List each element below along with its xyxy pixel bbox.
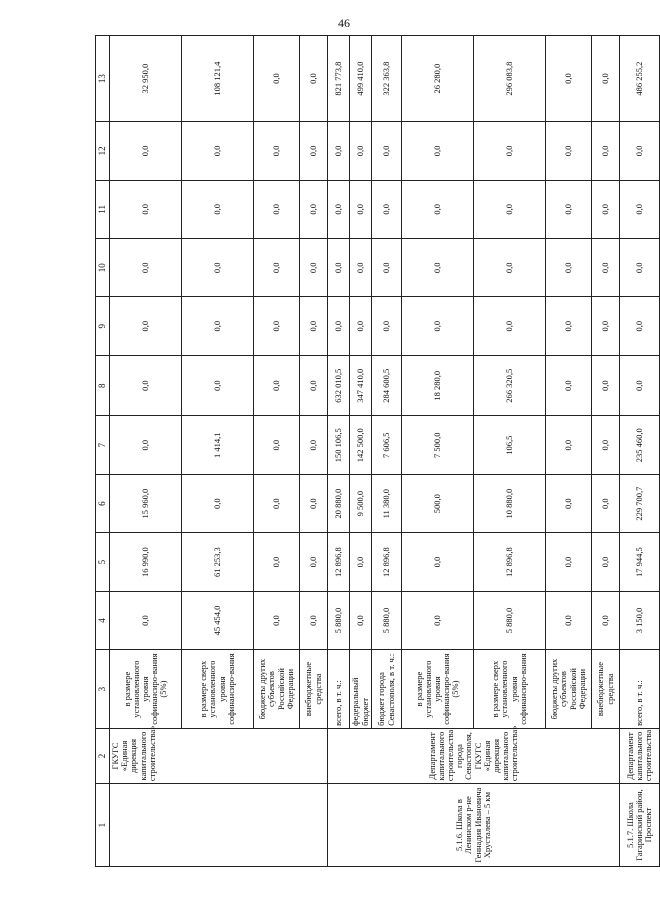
value-cell: 296 083,8: [474, 36, 546, 122]
header-row: [96, 36, 110, 867]
value-cell: 0,0: [546, 180, 592, 238]
value-cell: 0,0: [110, 180, 182, 238]
value-cell: 16 990,0: [110, 533, 182, 591]
value-cell: 142 500,0: [350, 416, 372, 474]
value-cell: 0,0: [182, 239, 254, 297]
value-cell: 0,0: [402, 297, 474, 355]
value-cell: 0,0: [474, 239, 546, 297]
value-cell: 11 380,0: [372, 474, 402, 532]
value-cell: 12 896,8: [372, 533, 402, 591]
value-cell: 0,0: [592, 180, 620, 238]
value-cell: 0,0: [350, 591, 372, 649]
value-cell: 0,0: [350, 122, 372, 180]
value-cell: 0,0: [474, 180, 546, 238]
value-cell: 15 960,0: [110, 474, 182, 532]
value-cell: 0,0: [620, 355, 660, 416]
value-cell: 0,0: [182, 297, 254, 355]
value-cell: 0,0: [328, 122, 350, 180]
value-cell: 26 280,0: [402, 36, 474, 122]
value-cell: 7 606,5: [372, 416, 402, 474]
value-cell: 0,0: [402, 533, 474, 591]
value-cell: 0,0: [328, 180, 350, 238]
org-cell: Департамент капитального строительства города Севастополя, ГКУГС «Единая дирекция капитального строительства»: [328, 728, 620, 783]
value-cell: 0,0: [110, 297, 182, 355]
source-cell: федеральный бюджет: [350, 650, 372, 729]
object-cell: 5.1.7. Школа Гагаринский район, Проспект: [620, 784, 660, 867]
value-cell: 0,0: [546, 36, 592, 122]
header-cell: 8: [96, 355, 110, 416]
value-cell: 0,0: [474, 122, 546, 180]
value-cell: 0,0: [546, 297, 592, 355]
value-cell: 0,0: [300, 36, 328, 122]
header-cell: 4: [96, 591, 110, 649]
header-cell: 7: [96, 416, 110, 474]
value-cell: 0,0: [402, 591, 474, 649]
value-cell: 61 253,3: [182, 533, 254, 591]
value-cell: 0,0: [402, 239, 474, 297]
org-cell: Департамент капитального строительства: [620, 728, 660, 783]
value-cell: 0,0: [592, 36, 620, 122]
value-cell: 7 500,0: [402, 416, 474, 474]
source-cell: всего, в т. ч.:: [620, 650, 660, 729]
value-cell: 322 363,8: [372, 36, 402, 122]
value-cell: 500,0: [402, 474, 474, 532]
value-cell: 5 880,0: [474, 591, 546, 649]
value-cell: 0,0: [350, 297, 372, 355]
budget-table: [95, 35, 660, 867]
value-cell: 0,0: [254, 533, 300, 591]
table-row: [620, 36, 660, 867]
value-cell: 0,0: [182, 180, 254, 238]
value-cell: 0,0: [254, 36, 300, 122]
source-cell: бюджеты других субъектов Российской Федерации: [254, 650, 300, 729]
value-cell: 0,0: [300, 239, 328, 297]
source-cell: в размере сверх установленного уровня софинансиро-вания: [474, 650, 546, 729]
table-row: [110, 36, 182, 867]
value-cell: 0,0: [620, 297, 660, 355]
value-cell: 347 410,0: [350, 355, 372, 416]
value-cell: 0,0: [300, 474, 328, 532]
header-cell: 2: [96, 728, 110, 783]
source-cell: внебюджетные средства: [300, 650, 328, 729]
value-cell: 0,0: [300, 533, 328, 591]
source-cell: бюджет города Севастополя, в т. ч.:: [372, 650, 402, 729]
value-cell: 0,0: [620, 239, 660, 297]
value-cell: 0,0: [182, 474, 254, 532]
object-cell: [110, 784, 328, 867]
value-cell: 0,0: [402, 180, 474, 238]
value-cell: 0,0: [546, 591, 592, 649]
value-cell: 0,0: [110, 416, 182, 474]
value-cell: 0,0: [372, 180, 402, 238]
value-cell: 0,0: [110, 122, 182, 180]
value-cell: 10 880,0: [474, 474, 546, 532]
value-cell: 0,0: [372, 297, 402, 355]
value-cell: 0,0: [592, 533, 620, 591]
value-cell: 0,0: [350, 239, 372, 297]
value-cell: 12 896,8: [328, 533, 350, 591]
value-cell: 0,0: [254, 416, 300, 474]
value-cell: 20 880,0: [328, 474, 350, 532]
value-cell: 0,0: [546, 239, 592, 297]
value-cell: 632 010,5: [328, 355, 350, 416]
value-cell: 45 454,0: [182, 591, 254, 649]
value-cell: 32 950,0: [110, 36, 182, 122]
value-cell: 0,0: [182, 122, 254, 180]
source-cell: внебюджетные средства: [592, 650, 620, 729]
value-cell: 0,0: [546, 533, 592, 591]
value-cell: 5 880,0: [372, 591, 402, 649]
header-cell: 13: [96, 36, 110, 122]
header-cell: 10: [96, 239, 110, 297]
value-cell: 229 700,7: [620, 474, 660, 532]
value-cell: 0,0: [254, 297, 300, 355]
value-cell: 0,0: [328, 239, 350, 297]
value-cell: 0,0: [254, 355, 300, 416]
value-cell: 0,0: [254, 180, 300, 238]
header-cell: 11: [96, 180, 110, 238]
value-cell: 0,0: [350, 533, 372, 591]
value-cell: 235 460,0: [620, 416, 660, 474]
source-cell: в размере сверх установленного уровня софинансиро-вания: [182, 650, 254, 729]
header-cell: 3: [96, 650, 110, 729]
source-cell: в размере установленного уровня софинансиро-вания (5%): [402, 650, 474, 729]
value-cell: 0,0: [592, 297, 620, 355]
value-cell: 0,0: [592, 122, 620, 180]
value-cell: 18 280,0: [402, 355, 474, 416]
object-cell: 5.1.6. Школа в Ленинском р-не Геннадия Ивановича Хрусталева – 5 км: [328, 784, 620, 867]
value-cell: 0,0: [300, 180, 328, 238]
value-cell: 0,0: [546, 474, 592, 532]
header-cell: 9: [96, 297, 110, 355]
value-cell: 1 414,1: [182, 416, 254, 474]
header-cell: 5: [96, 533, 110, 591]
value-cell: 0,0: [110, 355, 182, 416]
value-cell: 0,0: [372, 122, 402, 180]
header-cell: 1: [96, 784, 110, 867]
org-cell: ГКУГС «Единая дирекция капитального строительства»: [110, 728, 328, 783]
value-cell: 0,0: [592, 416, 620, 474]
rotated-table-container: [95, 35, 654, 867]
value-cell: 106,5: [474, 416, 546, 474]
value-cell: 17 944,5: [620, 533, 660, 591]
value-cell: 0,0: [300, 591, 328, 649]
value-cell: 0,0: [372, 239, 402, 297]
value-cell: 0,0: [474, 297, 546, 355]
value-cell: 0,0: [254, 591, 300, 649]
value-cell: 0,0: [182, 355, 254, 416]
value-cell: 0,0: [110, 239, 182, 297]
value-cell: 12 896,8: [474, 533, 546, 591]
value-cell: 0,0: [620, 180, 660, 238]
value-cell: 284 600,5: [372, 355, 402, 416]
value-cell: 821 773,8: [328, 36, 350, 122]
value-cell: 0,0: [350, 180, 372, 238]
table-row: [328, 36, 350, 867]
value-cell: 266 320,5: [474, 355, 546, 416]
value-cell: 108 121,4: [182, 36, 254, 122]
value-cell: 499 410,0: [350, 36, 372, 122]
value-cell: 0,0: [328, 297, 350, 355]
header-cell: 12: [96, 122, 110, 180]
value-cell: 0,0: [546, 122, 592, 180]
value-cell: 0,0: [110, 591, 182, 649]
page-number: 46: [338, 16, 350, 30]
value-cell: 0,0: [300, 122, 328, 180]
value-cell: 0,0: [592, 591, 620, 649]
value-cell: 0,0: [546, 355, 592, 416]
source-cell: в размере установленного уровня софинансиро-вания (5%): [110, 650, 182, 729]
value-cell: 0,0: [300, 297, 328, 355]
value-cell: 5 880,0: [328, 591, 350, 649]
value-cell: 0,0: [592, 239, 620, 297]
source-cell: бюджеты других субъектов Российской Федерации: [546, 650, 592, 729]
value-cell: 0,0: [592, 474, 620, 532]
value-cell: 0,0: [620, 122, 660, 180]
header-cell: 6: [96, 474, 110, 532]
value-cell: 9 500,0: [350, 474, 372, 532]
value-cell: 150 106,5: [328, 416, 350, 474]
value-cell: 0,0: [254, 239, 300, 297]
value-cell: 486 255,2: [620, 36, 660, 122]
value-cell: 0,0: [546, 416, 592, 474]
value-cell: 0,0: [300, 355, 328, 416]
value-cell: 0,0: [254, 474, 300, 532]
value-cell: 0,0: [254, 122, 300, 180]
value-cell: 3 150,0: [620, 591, 660, 649]
source-cell: всего, в т. ч.:: [328, 650, 350, 729]
value-cell: 0,0: [300, 416, 328, 474]
value-cell: 0,0: [402, 122, 474, 180]
value-cell: 0,0: [592, 355, 620, 416]
